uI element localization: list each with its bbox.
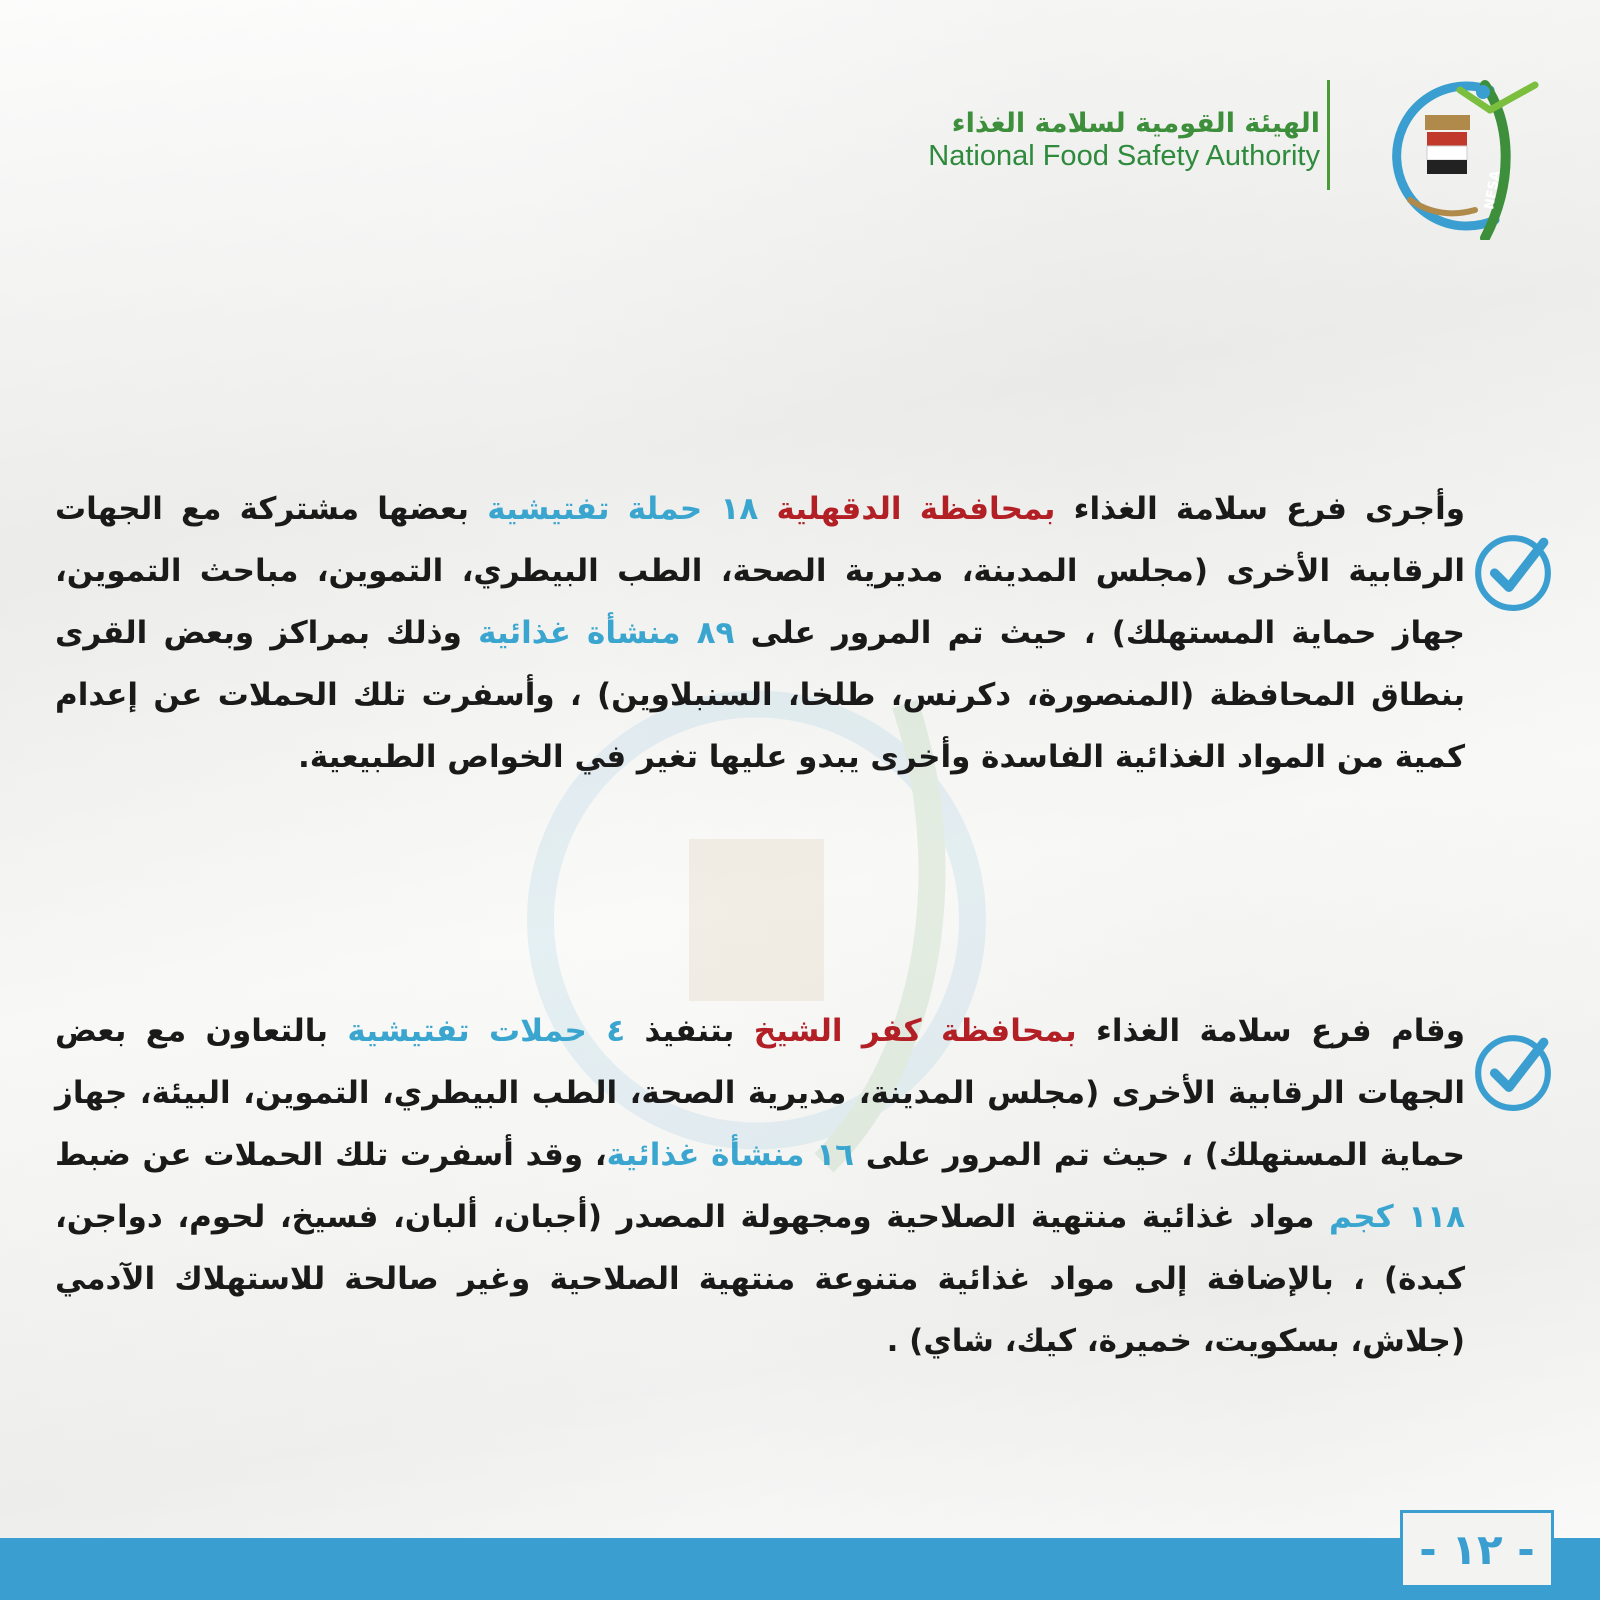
nfsa-logo-icon xyxy=(1365,70,1540,240)
campaign-count-highlight: ١٨ حملة تفتيشية xyxy=(487,491,759,527)
check-circle-icon xyxy=(1472,1030,1554,1112)
text-segment: بتنفيذ xyxy=(625,1013,754,1049)
weight-highlight: ١١٨ كجم xyxy=(1328,1199,1465,1235)
logo-text: NFSA xyxy=(1482,169,1504,211)
brand-name-arabic: الهيئة القومية لسلامة الغذاء xyxy=(951,108,1320,139)
page-number: - ١٢ - xyxy=(1419,1524,1535,1574)
header xyxy=(870,70,1570,230)
governorate-highlight: بمحافظة الدقهلية xyxy=(776,491,1056,527)
paragraph-kafr-el-sheikh xyxy=(55,1000,1465,1372)
page-number-box xyxy=(1400,1510,1554,1588)
text-segment: ، وقد أسفرت تلك الحملات عن ضبط xyxy=(55,1137,607,1173)
check-circle-icon xyxy=(1472,530,1554,612)
governorate-highlight: بمحافظة كفر الشيخ xyxy=(753,1013,1077,1049)
brand-name-english: National Food Safety Authority xyxy=(928,140,1320,172)
facility-count-highlight: ٨٩ منشأة غذائية xyxy=(478,615,735,651)
text-segment: بعضها مشتركة مع الجهات الرقابية الأخرى (مجلس المدينة، مديرية الصحة، الطب البيطري، التموين، مباحث التموين، جهاز حماية المستهلك) ، حيث تم المرور على xyxy=(55,491,1465,651)
text-segment: بالتعاون مع بعض الجهات الرقابية الأخرى (مجلس المدينة، مديرية الصحة، الطب البيطري، التموين، البيئة، جهاز حماية المستهلك) ، حيث تم المرور على xyxy=(55,1013,1465,1173)
campaign-count-highlight: ٤ حملات تفتيشية xyxy=(347,1013,626,1049)
header-divider xyxy=(1327,80,1330,190)
facility-count-highlight: ١٦ منشأة غذائية xyxy=(606,1137,855,1173)
text-segment: وأجرى فرع سلامة الغذاء xyxy=(1055,491,1465,527)
text-segment xyxy=(758,491,776,527)
footer-bar xyxy=(0,1538,1600,1600)
text-segment: وقام فرع سلامة الغذاء xyxy=(1076,1013,1466,1049)
paragraph-dakahlia xyxy=(55,478,1465,788)
text-segment: وذلك بمراكز وبعض القرى بنطاق المحافظة (المنصورة، دكرنس، طلخا، السنبلاوين) ، وأسفرت تلك الحملات عن إعدام كمية من المواد الغذائية الفاسدة وأخرى يبدو عليها تغير في الخواص الطبيعية. xyxy=(55,615,1465,775)
text-segment: مواد غذائية منتهية الصلاحية ومجهولة المصدر (أجبان، ألبان، فسيخ، لحوم، دواجن، كبدة) ، بالإضافة إلى مواد غذائية متنوعة منتهية الصلاحية وغير صالحة للاستهلاك الآدمي (جلاش، بسكويت، خميرة، كيك، شاي) . xyxy=(55,1199,1465,1359)
